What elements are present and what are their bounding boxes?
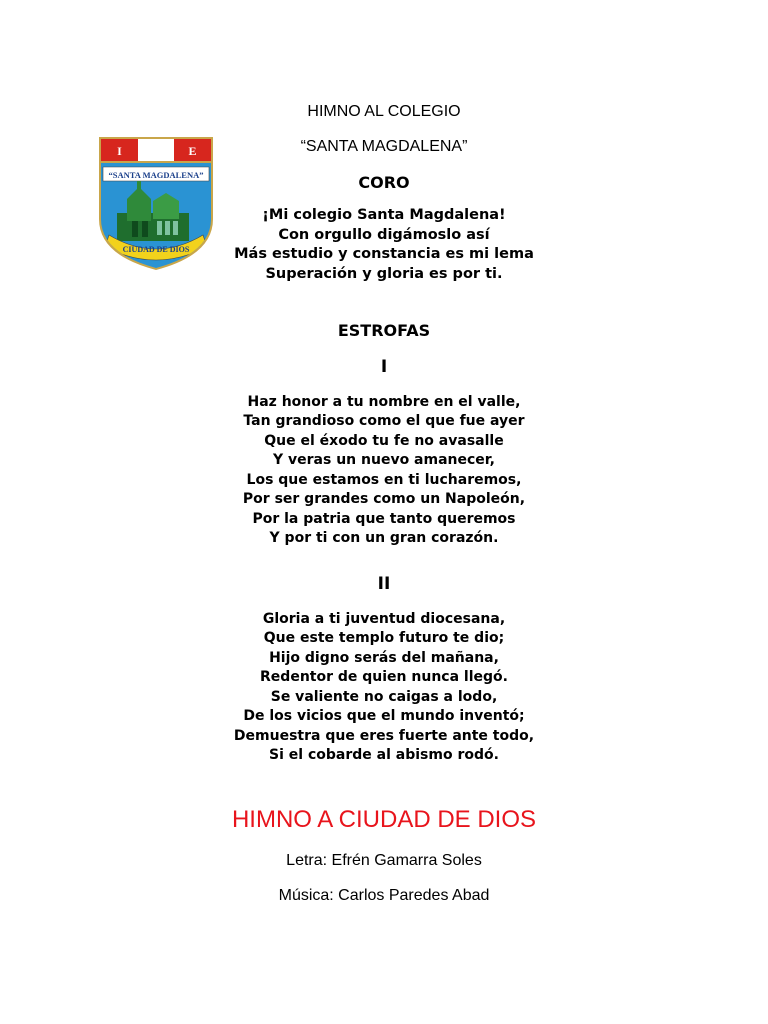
- stanza-2-line: De los vicios que el mundo inventó;: [243, 708, 525, 724]
- stanza-1-line: Por la patria que tanto queremos: [252, 511, 516, 527]
- coro-heading: CORO: [358, 173, 410, 192]
- coro-line: Con orgullo digámoslo así: [278, 227, 490, 243]
- crest-banner-top-text: “SANTA MAGDALENA”: [108, 170, 204, 180]
- lyrics-credit: Letra: Efrén Gamarra Soles: [286, 852, 482, 869]
- stanza-2-line: Demuestra que eres fuerte ante todo,: [233, 728, 535, 744]
- coro-line: Más estudio y constancia es mi lema: [234, 246, 534, 262]
- stanza-2-numeral: II: [377, 574, 391, 594]
- music-credit: Música: Carlos Paredes Abad: [278, 887, 490, 904]
- coro-line: Superación y gloria es por ti.: [265, 266, 503, 282]
- crest-flag-letter-right: E: [188, 144, 197, 158]
- title-line-1: HIMNO AL COLEGIO: [307, 103, 461, 120]
- stanza-1-line: Por ser grandes como un Napoleón,: [242, 491, 526, 507]
- stanza-1-line: Que el éxodo tu fe no avasalle: [264, 433, 504, 449]
- stanza-1-line: Tan grandioso como el que fue ayer: [243, 413, 525, 429]
- crest-banner-bottom-text: CIUDAD DE DIOS: [122, 245, 190, 254]
- stanza-1-line: Y veras un nuevo amanecer,: [273, 452, 495, 468]
- stanza-1-line: Y por ti con un gran corazón.: [269, 530, 499, 546]
- crest-flag-letter-left: I: [117, 144, 122, 158]
- stanza-2-line: Se valiente no caigas a lodo,: [270, 689, 498, 705]
- stanza-2-line: Gloria a ti juventud diocesana,: [262, 611, 506, 627]
- estrofas-heading: ESTROFAS: [337, 321, 431, 340]
- stanza-1-line: Haz honor a tu nombre en el valle,: [247, 394, 521, 410]
- coro-line: ¡Mi colegio Santa Magdalena!: [262, 207, 506, 223]
- stanza-1-line: Los que estamos en ti lucharemos,: [246, 472, 522, 488]
- stanza-2-line: Hijo digno serás del mañana,: [269, 650, 499, 666]
- second-hymn-title: HIMNO A CIUDAD DE DIOS: [231, 806, 537, 833]
- title-line-2: “SANTA MAGDALENA”: [300, 138, 468, 155]
- stanza-2-line: Redentor de quien nunca llegó.: [260, 669, 508, 685]
- stanza-2-line: Si el cobarde al abismo rodó.: [269, 747, 499, 763]
- stanza-2-line: Que este templo futuro te dio;: [263, 630, 505, 646]
- stanza-1-numeral: I: [380, 357, 388, 377]
